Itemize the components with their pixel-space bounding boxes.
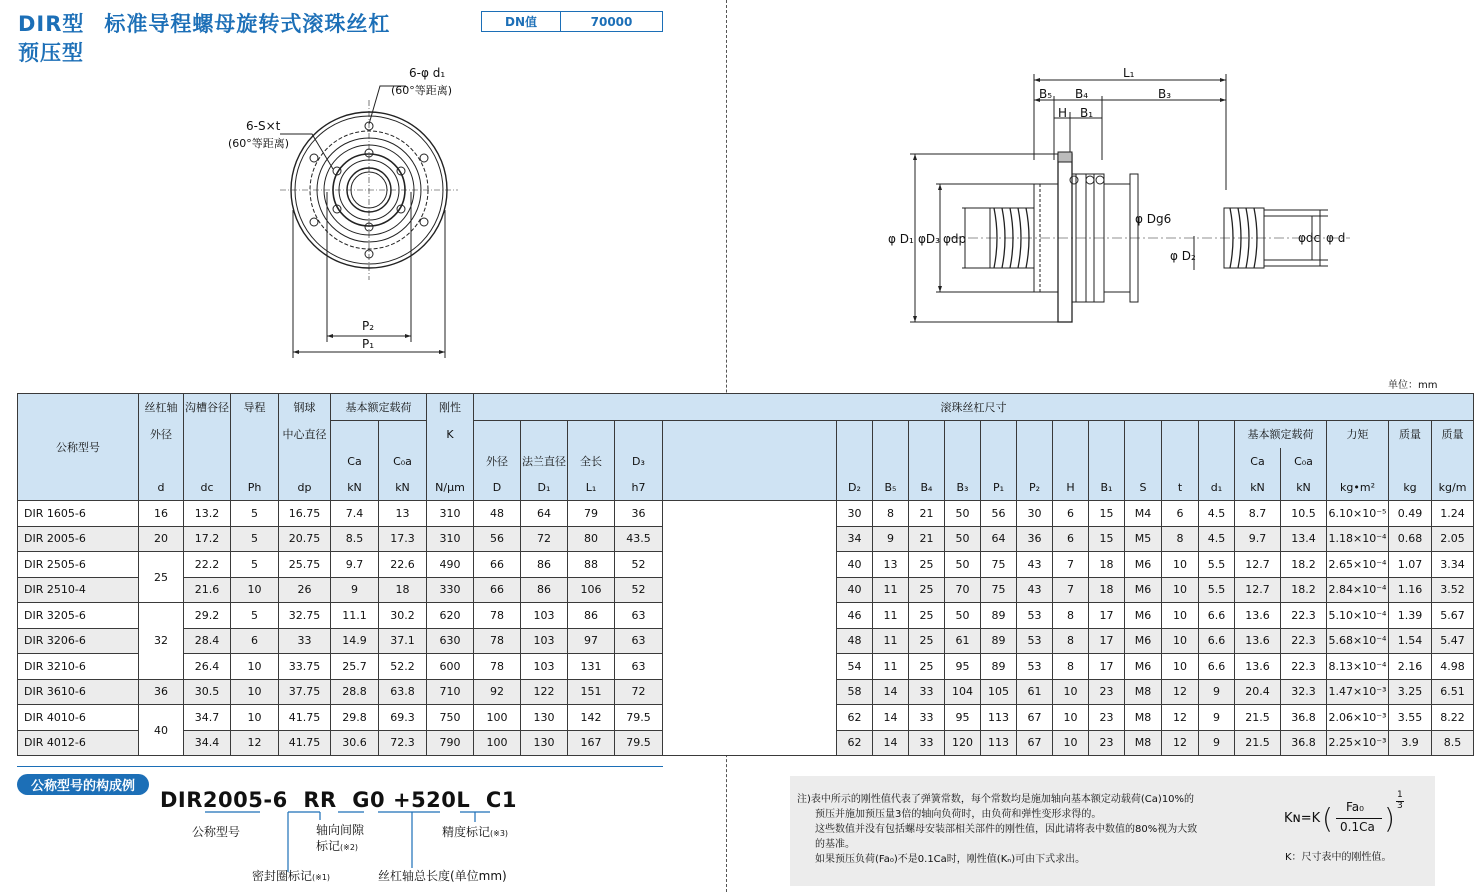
table-row: DIR 2505-6 25 22.2 5 25.75 9.7 22.6 490 66 86 88 52 40 13 25 50 75 43 7 18 M6 10 5.5 12.7 18.2 2.65×10⁻⁴ 1.07 3.34 [18,552,1474,578]
dim-d: φ d [1326,231,1346,245]
label-model: 公称型号 [192,825,241,839]
p2-label: P₂ [362,319,375,333]
dim-L1: L₁ [1123,66,1135,80]
table-row: DIR 2510-4 21.6 10 26 9 18 330 66 86 106 52 40 11 25 70 75 43 7 18 M6 10 5.5 12.7 18.2 2.84×10⁻⁴ 1.16 3.52 [18,577,1474,603]
hole-label: 6-φ d₁ [409,66,446,80]
dim-B3: B₃ [1158,87,1172,101]
dim-Dg6: φ Dg6 [1135,212,1172,226]
note-line: 的基准。 [815,839,855,850]
example-code: DIR2005-6 RR G0 +520L C1 [160,788,517,812]
dim-B5: B₅ [1039,87,1053,101]
table-row: DIR 3210-6 26.4 10 33.75 25.7 52.2 600 78 103 131 63 54 11 25 95 89 53 8 17 M6 10 6.6 13.6 22.3 8.13×10⁻⁴ 2.16 4.98 [18,654,1474,680]
dim-B1: B₁ [1080,106,1094,120]
label-length: 丝杠轴总长度(单位mm) [378,869,507,883]
side-view-drawing [880,60,1360,340]
tap-note: (60°等距离) [228,137,290,150]
dn-label: DN值 [482,12,561,31]
label-accuracy: 精度标记(※3) [442,825,509,839]
dim-D2: φ D₂ [1170,249,1196,263]
col-model: 公称型号 [18,394,139,501]
page-subtitle: 预压型 [18,41,84,65]
spec-table: 公称型号 丝杠轴 沟槽谷径 导程 钢球 基本额定载荷 刚性 滚珠丝杠尺寸 外径 中心直径 K 基本额定载荷 力矩 质量 质量 Ca C₀a 外径 法兰直径 全长 D₃ Ca C₀a d dc Ph dp kN kN N/μm D D₁ L₁ h7 D₂ B₅ B₄ B₃ P₁ P₂ H B₁ S t d₁ kN kN kg•m² kg kg/m DIR 1605-6 16 13.2 5 16.75 7.4 13 310 48 64 79 36 30 8 21 50 56 30 6 15 M4 6 4.5 8.7 10.5 6.10×10⁻⁵ 0.49 1.24 DIR 2005-6 20 17.2 5 20.75 8.5 17.3 310 56 72 80 43.5 34 9 21 50 64 36 6 15 M5 8 4.5 9.7 13.4 1.18×10⁻⁴ 0.68 2.05 DIR 2505-6 25 22.2 5 25.75 9.7 22.6 490 66 86 88 52 40 13 25 50 75 43 7 18 M6 10 5.5 12.7 18.2 2.65×10⁻⁴ 1.07 3.34 DIR 2510-4 21.6 10 26 9 18 330 66 86 106 52 40 11 25 70 75 43 7 18 M6 10 5.5 12.7 18.2 2.84×10⁻⁴ 1.16 3.52 DIR 3205-6 32 29.2 5 32.75 11.1 30.2 620 78 103 86 63 46 11 25 50 89 53 8 17 M6 10 6.6 13.6 22.3 5.10×10⁻⁴ 1.39 5.67 DIR 3206-6 28.4 6 33 14.9 37.1 630 78 103 97 63 48 11 25 61 89 53 8 17 M6 10 6.6 13.6 22.3 5.68×10⁻⁴ 1.54 5.47 DIR 3210-6 26.4 10 33.75 25.7 52.2 600 78 103 131 63 54 11 25 95 89 53 8 17 M6 10 6.6 13.6 22.3 8.13×10⁻⁴ 2.16 4.98 DIR 3610-6 36 30.5 10 37.75 28.8 63.8 710 92 122 151 72 58 14 33 104 105 61 10 23 M8 12 9 20.4 32.3 1.47×10⁻³ 3.25 6.51 DIR 4010-6 40 34.7 10 41.75 29.8 69.3 750 100 130 142 79.5 62 14 33 95 113 67 10 23 M8 12 9 21.5 36.8 2.06×10⁻³ 3.55 8.22 DIR 4012-6 34.4 12 41.75 30.6 72.3 790 100 130 167 79.5 62 14 33 120 113 67 10 23 M8 12 9 21.5 36.8 2.25×10⁻³ 3.9 8.5 [17,393,1474,756]
dim-dp: φdp [943,232,967,246]
dim-H: H [1058,106,1068,120]
p1-label: P₁ [362,337,375,351]
dim-D3: φD₃ [918,232,940,246]
note-line: 预压并施加预压量3倍的轴向负荷时，由负荷和弹性变形求得的。 [815,809,1102,820]
table-row: DIR 4010-6 40 34.7 10 41.75 29.8 69.3 750 100 130 142 79.5 62 14 33 95 113 67 10 23 M8 12 9 21.5 36.8 2.06×10⁻³ 3.55 8.22 [18,705,1474,731]
tap-label: 6-S×t [246,119,281,133]
table-row: DIR 3610-6 36 30.5 10 37.75 28.8 63.8 710 92 122 151 72 58 14 33 104 105 61 10 23 M8 12 9 20.4 32.3 1.47×10⁻³ 3.25 6.51 [18,679,1474,705]
note-line: 这些数值并没有包括螺母安装部相关部件的刚性值，因此请将表中数值的80%视为大致 [815,824,1198,835]
table-row: DIR 1605-6 16 13.2 5 16.75 7.4 13 310 48 64 79 36 30 8 21 50 56 30 6 15 M4 6 4.5 8.7 10.5 6.10×10⁻⁵ 0.49 1.24 [18,501,1474,527]
label-seal: 密封圈标记(※1) [252,869,331,883]
example-divider [17,766,663,767]
dim-dc: φdc [1298,231,1321,245]
label-gap: 轴向间隙 标记(※2) [316,823,365,853]
hole-note: (60°等距离) [391,84,453,97]
unit-label: 单位：mm [1388,380,1438,391]
example-banner: 公称型号的构成例 [17,774,149,795]
dn-value-box [481,11,663,32]
rigidity-formula: Kɴ=K ( Fa₀ 0.1Ca ) 1 3 [1284,790,1403,835]
table-row: DIR 3206-6 28.4 6 33 14.9 37.1 630 78 103 97 63 48 11 25 61 89 53 8 17 M6 10 6.6 13.6 22.3 5.68×10⁻⁴ 1.54 5.47 [18,628,1474,654]
dn-value: 70000 [590,14,633,29]
table-row: DIR 2005-6 20 17.2 5 20.75 8.5 17.3 310 56 72 80 43.5 34 9 21 50 64 36 6 15 M5 8 4.5 9.7 13.4 1.18×10⁻⁴ 0.68 2.05 [18,526,1474,552]
dim-B4: B₄ [1075,87,1089,101]
note-line: 如果预压负荷(Fa₀)不是0.1Ca时，刚性值(Kₙ)可由下式求出。 [815,854,1086,865]
kn-note: K：尺寸表中的刚性值。 [1285,852,1392,863]
front-view-drawing [220,60,500,360]
page-title: DIR型 标准导程螺母旋转式滚珠丝杠 [18,12,391,36]
table-row: DIR 3205-6 32 29.2 5 32.75 11.1 30.2 620 78 103 86 63 46 11 25 50 89 53 8 17 M6 10 6.6 13.6 22.3 5.10×10⁻⁴ 1.39 5.67 [18,603,1474,629]
note-line: 注)表中所示的刚性值代表了弹簧常数，每个常数均是施加轴向基本额定动载荷(Ca)10%的 [797,794,1195,805]
table-row: DIR 4012-6 34.4 12 41.75 30.6 72.3 790 100 130 167 79.5 62 14 33 120 113 67 10 23 M8 12 9 21.5 36.8 2.25×10⁻³ 3.9 8.5 [18,730,1474,756]
dim-D1: φ D₁ [888,232,914,246]
col-dims: 滚珠丝杠尺寸 [474,394,1474,421]
col-load: 基本额定载荷 [331,394,427,421]
